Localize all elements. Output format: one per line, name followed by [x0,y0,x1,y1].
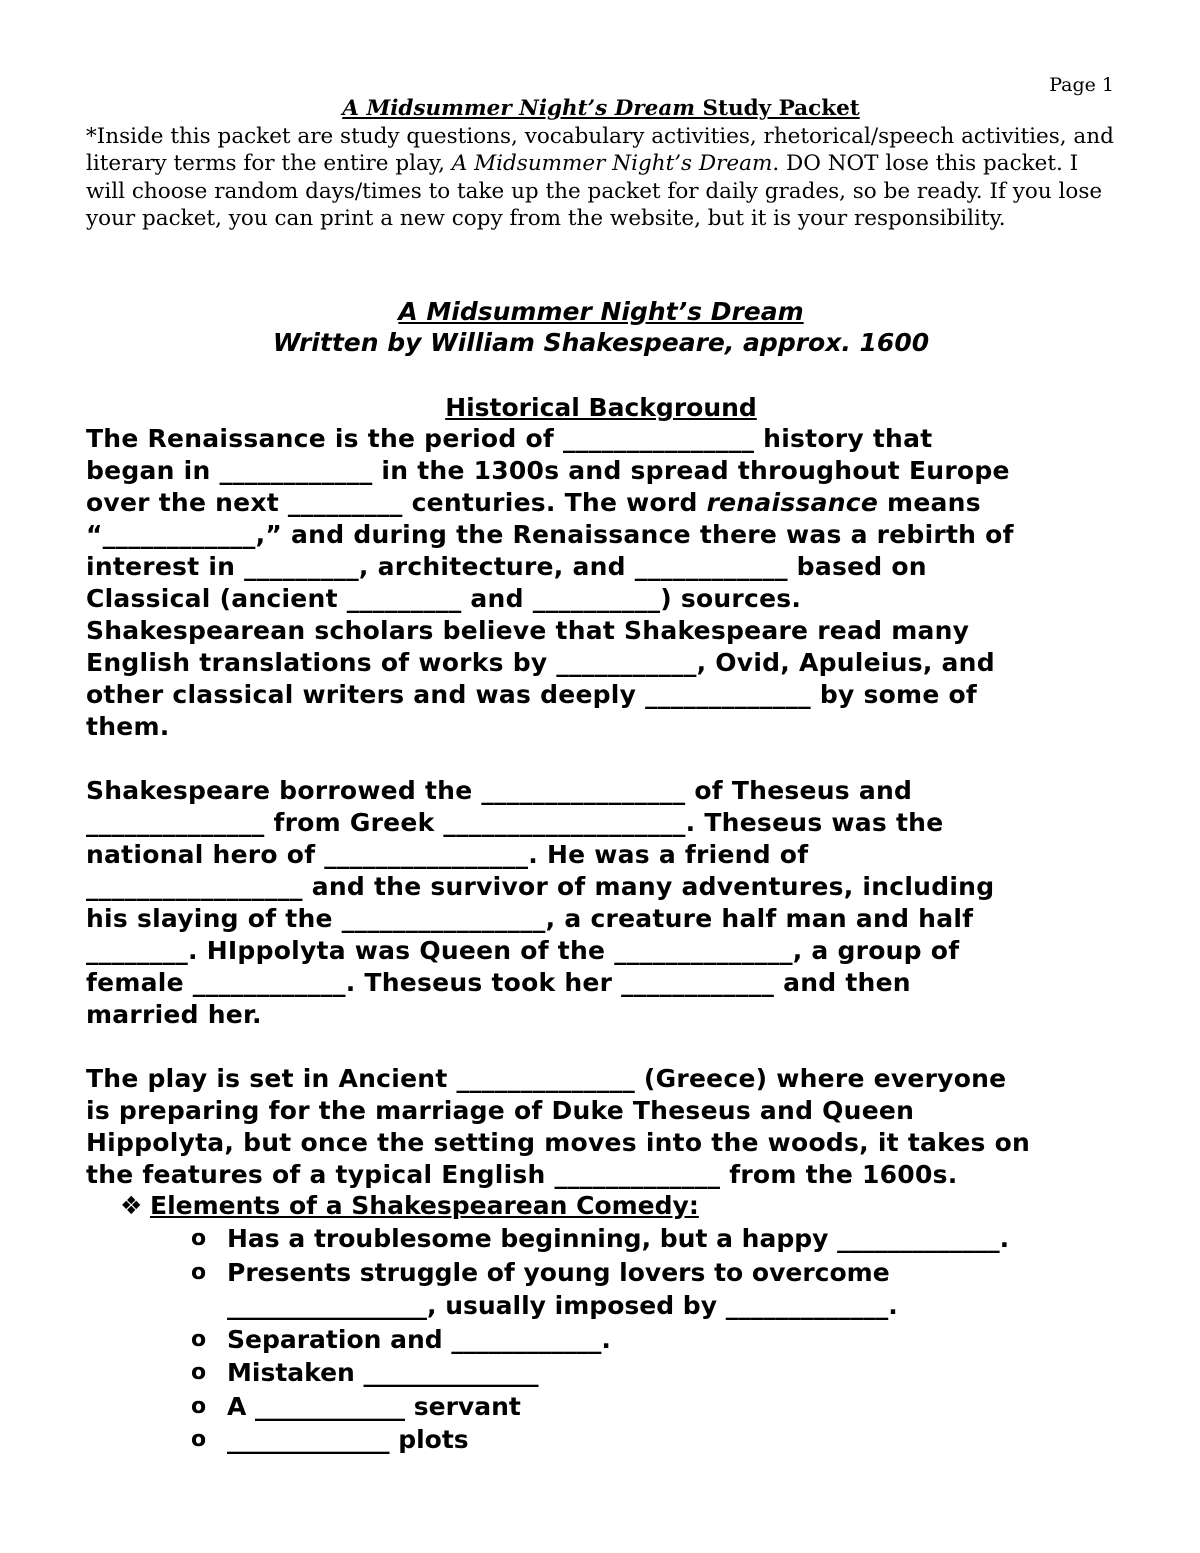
list-item [185,1423,1125,1457]
text-line: female ____________. Theseus took her ____________ and then [86,968,911,997]
comedy-heading-label: Elements of a Shakespearean Comedy: [150,1191,699,1220]
circle-bullet-icon: o [191,1326,207,1352]
list-item [185,1390,1125,1424]
list-item [185,1323,1125,1357]
text-line: Classical (ancient _________ and __________) sources. [86,584,802,613]
text-line: other classical writers and was deeply _____________ by some of [86,680,978,709]
packet-header [86,95,1116,233]
packet-title-play: A Midsummer Night’s Dream [342,96,695,121]
packet-title [86,95,1116,123]
section-title: Historical Background [445,393,757,422]
text-line: over the next _________ centuries. The word renaissance means [86,488,981,517]
text-line: interest in _________, architecture, and ____________ based on [86,552,927,581]
list-item-text: _____________ plots [227,1425,469,1454]
text-line: ________. HIppolyta was Queen of the ______________, a group of [86,936,960,965]
text-line: Shakespeare borrowed the ________________ of Theseus and [86,776,913,805]
text-line: ______________ from Greek ___________________. Theseus was the [86,808,944,837]
list-item-text-continued: ________________, usually imposed by _____________. [227,1291,898,1320]
list-item-text: Mistaken ______________ [227,1358,539,1387]
text-line: his slaying of the ________________, a creature half man and half [86,904,974,933]
circle-bullet-icon: o [191,1226,207,1251]
text-line: The Renaissance is the period of _______________ history that [86,424,933,453]
list-item-text: Presents struggle of young lovers to overcome [227,1257,890,1287]
intro-part-1: *Inside this packet are study questions, vocabulary activities, rhetorical/speech activities, and literary terms for the entire play, [86,123,1114,176]
text-line: Hippolyta, but once the setting moves into the woods, it takes on [86,1128,1031,1157]
text-line: English translations of works by ___________, Ovid, Apuleius, and [86,648,995,677]
circle-bullet-icon: o [191,1393,207,1419]
list-item-text: Has a troublesome beginning, but a happy _____________. [227,1224,1010,1253]
text-line: is preparing for the marriage of Duke Theseus and Queen [86,1096,915,1125]
packet-intro [86,123,1116,233]
packet-title-rest: Study Packet [695,96,860,121]
text-line: national hero of ________________. He was a friend of [86,840,809,869]
diamond-bullet-icon: ❖ [120,1191,143,1220]
list-item-text: Separation and ____________. [227,1324,611,1354]
emphasized-word: renaissance [706,488,879,517]
text-line: _________________ and the survivor of many adventures, including [86,872,995,901]
list-item [185,1222,1125,1256]
list-item [185,1356,1125,1390]
text-line: began in ____________ in the 1300s and spread throughout Europe [86,456,1010,485]
paragraph-renaissance [86,423,1126,743]
text-line: them. [86,712,170,741]
comedy-elements-list [185,1222,1125,1457]
circle-bullet-icon: o [191,1259,207,1285]
circle-bullet-icon: o [191,1360,207,1385]
byline: Written by William Shakespeare, approx. 1600 [272,328,930,357]
text-line: “____________,” and during the Renaissance there was a rebirth of [86,520,1014,549]
intro-play-name: A Midsummer Night’s Dream [451,151,773,176]
comedy-heading [120,1190,699,1222]
paragraph-theseus [86,775,1126,1031]
text-line: the features of a typical English _____________ from the 1600s. [86,1160,958,1189]
play-title: A Midsummer Night’s Dream [398,297,804,326]
circle-bullet-icon: o [191,1427,207,1452]
text-line: Shakespearean scholars believe that Shakespeare read many [86,616,970,645]
text-line: married her. [86,1000,262,1029]
paragraph-setting [86,1063,1126,1191]
intro-part-2: . DO NOT lose this packet. I will choose random days/times to take up the packet for daily grades, so be ready. If you lose your packet, you can print a new copy from the website, but it is your responsibility. [86,151,1103,231]
list-item [185,1256,1125,1323]
text-line: The play is set in Ancient ______________ (Greece) where everyone [86,1064,1007,1093]
page-number: Page 1 [1049,74,1114,96]
list-item-text: A ____________ servant [227,1391,521,1421]
